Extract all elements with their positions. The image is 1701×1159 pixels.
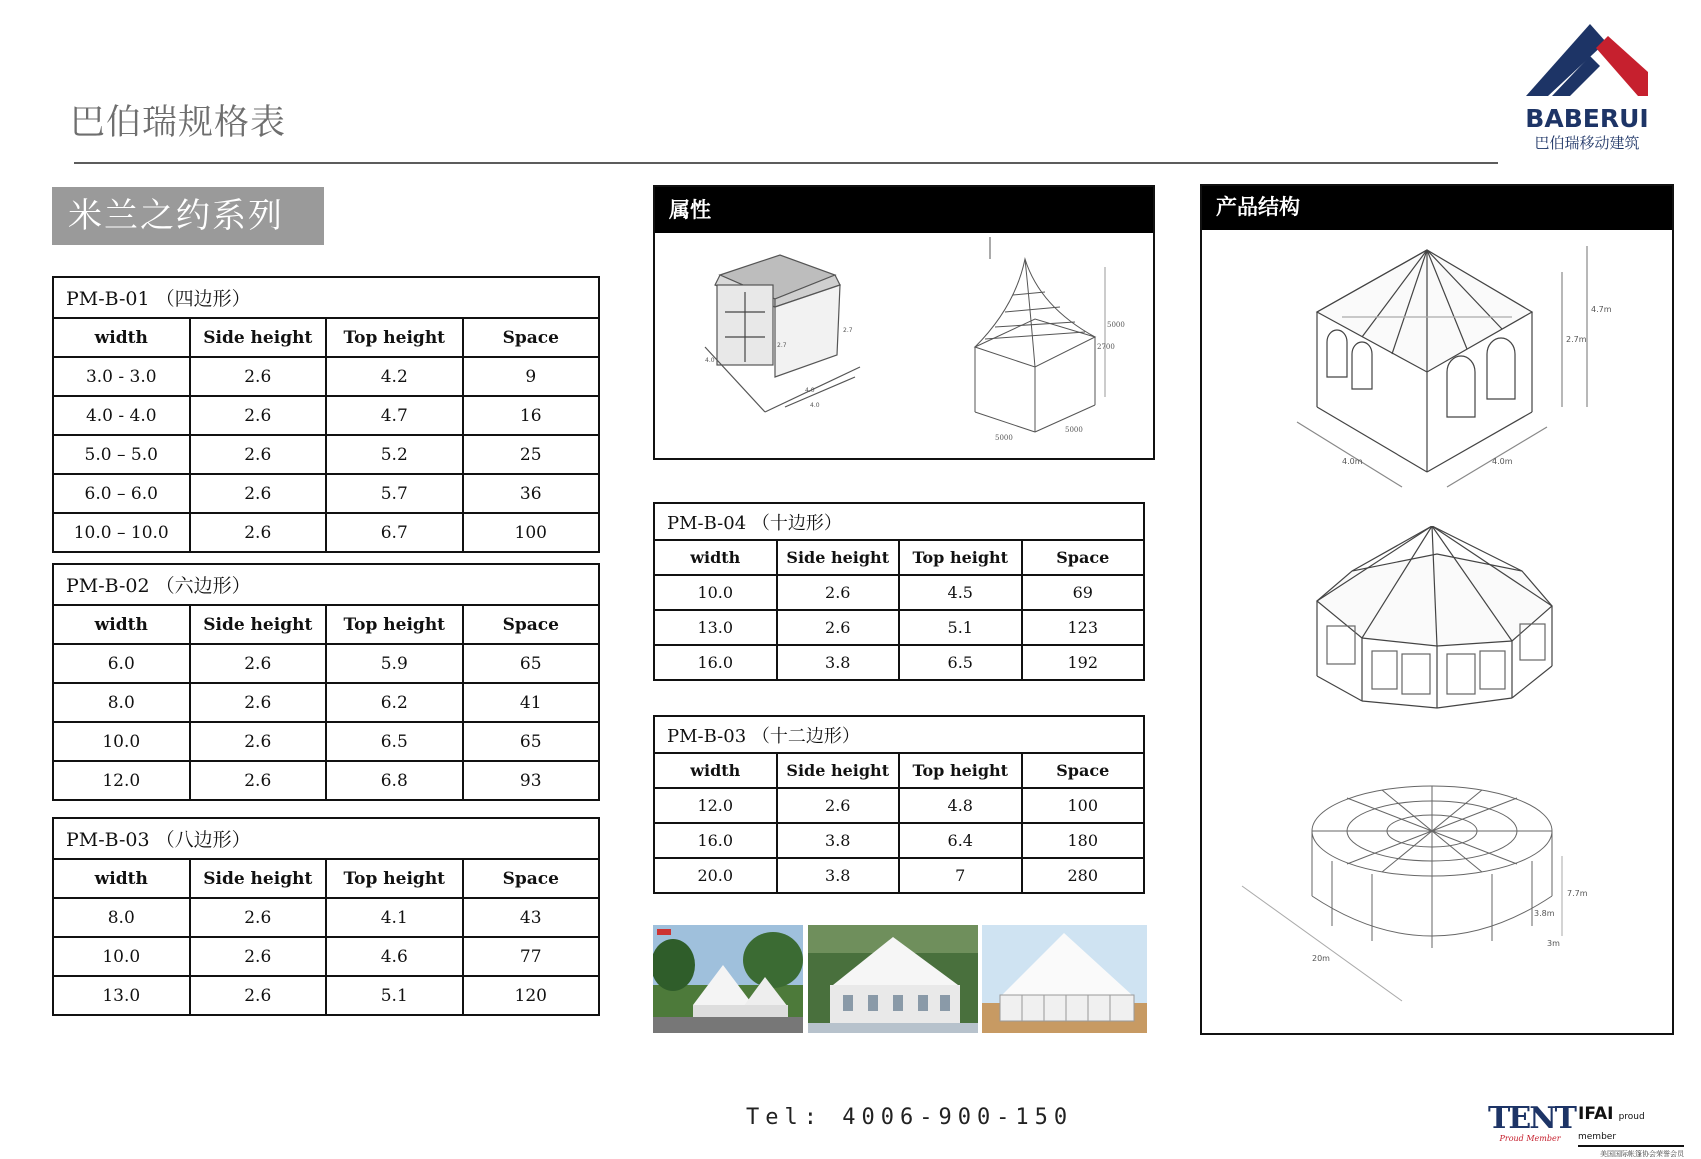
dim-label: 2.7 [843,327,853,334]
dim-label: 20m [1312,954,1330,963]
cell-width: 8.0 [53,898,190,937]
table-row [654,858,1144,893]
cell-space: 77 [463,937,600,976]
cell-space: 100 [463,513,600,552]
cell-space: 36 [463,474,600,513]
cell-top-height: 4.5 [899,575,1022,610]
tent-drawing-square [665,237,905,457]
table-caption: PM-B-04 （十边形） [654,503,1144,540]
logo-sub-text: 巴伯瑞移动建筑 [1534,134,1640,152]
tent-member-badge [1488,1101,1575,1146]
ifai-badge-divider [1578,1145,1684,1147]
series-label: 米兰之约系列 [52,187,324,245]
cell-space: 65 [463,644,600,683]
cell-space: 43 [463,898,600,937]
cell-side-height: 2.6 [190,357,327,396]
cell-top-height: 6.8 [326,761,463,800]
cell-space: 180 [1022,823,1145,858]
table-row [53,761,599,800]
cell-width: 10.0 [53,722,190,761]
col-header-top-height: Top height [899,753,1022,788]
attributes-panel-title: 属性 [655,187,1153,233]
structure-panel [1200,184,1674,1035]
table-row [654,823,1144,858]
cell-top-height: 6.5 [326,722,463,761]
ifai-badge-member: proud member [1578,1112,1645,1142]
spec-table-pm-b-04 [653,502,1145,681]
cell-side-height: 2.6 [777,575,900,610]
table-row [654,788,1144,823]
tent-photo-white-pagoda [808,925,978,1033]
table-caption: PM-B-02 （六边形） [53,564,599,605]
cell-space: 100 [1022,788,1145,823]
tent-photo-garden [653,925,803,1033]
cell-side-height: 2.6 [190,761,327,800]
table-row [53,644,599,683]
table-caption: PM-B-03 （八边形） [53,818,599,859]
cell-side-height: 2.6 [190,396,327,435]
cell-width: 6.0 – 6.0 [53,474,190,513]
table-row [53,357,599,396]
cell-width: 10.0 [53,937,190,976]
cell-width: 10.0 – 10.0 [53,513,190,552]
cell-top-height: 7 [899,858,1022,893]
table-row [53,474,599,513]
tent-photo-beach [982,925,1147,1033]
table-row [654,575,1144,610]
cell-side-height: 2.6 [190,722,327,761]
cell-top-height: 4.7 [326,396,463,435]
cell-width: 13.0 [654,610,777,645]
cell-width: 12.0 [53,761,190,800]
cell-top-height: 6.2 [326,683,463,722]
structure-drawing-dodecagon-frame [1202,776,1672,1006]
structure-panel-title: 产品结构 [1202,186,1672,230]
col-header-top-height: Top height [899,540,1022,575]
col-header-space: Space [1022,753,1145,788]
cell-side-height: 2.6 [190,683,327,722]
cell-space: 41 [463,683,600,722]
cell-top-height: 5.2 [326,435,463,474]
cell-side-height: 2.6 [190,474,327,513]
table-row [53,976,599,1015]
table-row [53,513,599,552]
cell-space: 25 [463,435,600,474]
attributes-panel [653,185,1155,460]
table-row [53,396,599,435]
ifai-badge-cn: 美国国际帐篷协会荣誉会员 [1600,1150,1684,1158]
spec-table-pm-b-03-dodecagon [653,715,1145,894]
col-header-side-height: Side height [777,540,900,575]
table-row [654,610,1144,645]
cell-width: 12.0 [654,788,777,823]
logo-brand-text: BABERUI [1525,104,1649,133]
spec-table-pm-b-03-octagon [52,817,600,1016]
cell-width: 10.0 [654,575,777,610]
col-header-top-height: Top height [326,605,463,644]
table-caption: PM-B-03 （十二边形） [654,716,1144,753]
structure-drawing-decagon [1202,526,1672,726]
col-header-width: width [53,318,190,357]
spec-table-pm-b-02 [52,563,600,801]
cell-side-height: 2.6 [190,513,327,552]
cell-space: 93 [463,761,600,800]
dim-label: 7.7m [1567,889,1588,898]
table-row [53,937,599,976]
col-header-width: width [53,859,190,898]
cell-space: 120 [463,976,600,1015]
dim-label: 4.0m [1492,457,1513,466]
dim-label: 3.8m [1534,909,1555,918]
cell-top-height: 5.1 [326,976,463,1015]
col-header-side-height: Side height [190,318,327,357]
ifai-badge-text: IFAI [1578,1104,1614,1124]
cell-width: 4.0 - 4.0 [53,396,190,435]
cell-width: 5.0 – 5.0 [53,435,190,474]
col-header-side-height: Side height [190,859,327,898]
cell-space: 123 [1022,610,1145,645]
col-header-top-height: Top height [326,859,463,898]
house-roof-icon [1522,20,1652,100]
cell-top-height: 4.6 [326,937,463,976]
dim-label: 5000 [1107,321,1125,329]
cell-space: 9 [463,357,600,396]
cell-side-height: 2.6 [190,644,327,683]
brand-logo [1522,20,1652,152]
cell-top-height: 5.1 [899,610,1022,645]
col-header-space: Space [1022,540,1145,575]
cell-side-height: 2.6 [190,435,327,474]
col-header-side-height: Side height [190,605,327,644]
cell-top-height: 6.5 [899,645,1022,680]
cell-side-height: 2.6 [777,610,900,645]
table-row [53,435,599,474]
col-header-width: width [654,540,777,575]
dim-label: 2.7m [1566,335,1587,344]
dim-label: 5000 [995,434,1013,442]
dim-label: 4.0 [805,387,815,394]
table-row [654,645,1144,680]
dim-label: 4.0 [810,402,820,409]
tent-drawing-pagoda [915,237,1145,457]
col-header-width: width [654,753,777,788]
cell-side-height: 2.6 [190,898,327,937]
cell-side-height: 3.8 [777,823,900,858]
dim-label: 3m [1547,939,1560,948]
spec-table-pm-b-01 [52,276,600,553]
cell-top-height: 6.7 [326,513,463,552]
structure-drawing-square [1202,232,1672,492]
cell-side-height: 2.6 [777,788,900,823]
cell-width: 6.0 [53,644,190,683]
cell-top-height: 4.2 [326,357,463,396]
col-header-space: Space [463,859,600,898]
cell-width: 13.0 [53,976,190,1015]
cell-space: 280 [1022,858,1145,893]
cell-side-height: 3.8 [777,645,900,680]
col-header-width: width [53,605,190,644]
cell-space: 69 [1022,575,1145,610]
table-row [53,683,599,722]
cell-space: 16 [463,396,600,435]
cell-side-height: 3.8 [777,858,900,893]
cell-width: 16.0 [654,645,777,680]
dim-label: 4.0 [705,357,715,364]
cell-space: 192 [1022,645,1145,680]
dim-label: 2.7 [777,342,787,349]
cell-space: 65 [463,722,600,761]
dim-label: 5000 [1065,426,1083,434]
cell-top-height: 5.7 [326,474,463,513]
cell-width: 16.0 [654,823,777,858]
cell-top-height: 4.1 [326,898,463,937]
cell-top-height: 4.8 [899,788,1022,823]
page-title: 巴伯瑞规格表 [70,103,287,143]
cell-width: 20.0 [654,858,777,893]
table-row [53,722,599,761]
cell-side-height: 2.6 [190,976,327,1015]
col-header-top-height: Top height [326,318,463,357]
table-row [53,898,599,937]
col-header-space: Space [463,318,600,357]
col-header-side-height: Side height [777,753,900,788]
dim-label: 4.7m [1591,305,1612,314]
tent-badge-text: TENT [1488,1101,1575,1136]
cell-side-height: 2.6 [190,937,327,976]
table-caption: PM-B-01 （四边形） [53,277,599,318]
dim-label: 4.0m [1342,457,1363,466]
cell-top-height: 6.4 [899,823,1022,858]
dim-label: 2700 [1097,343,1115,351]
cell-width: 3.0 - 3.0 [53,357,190,396]
tent-badge-proud: Proud Member [1499,1134,1561,1143]
col-header-space: Space [463,605,600,644]
cell-width: 8.0 [53,683,190,722]
ifai-member-badge [1578,1104,1684,1158]
footer-tel: Tel: 4006-900-150 [746,1105,1074,1130]
cell-top-height: 5.9 [326,644,463,683]
header-divider [74,162,1498,164]
